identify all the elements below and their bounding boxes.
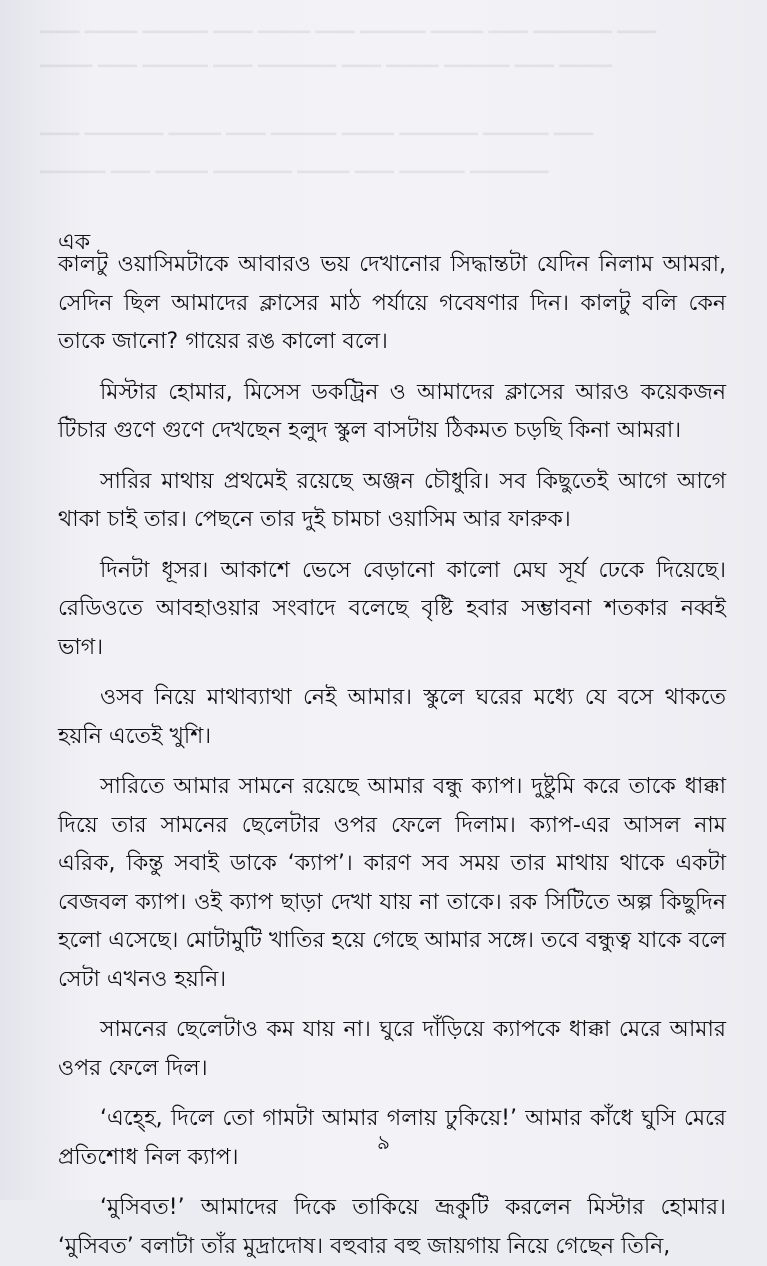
chapter-heading: এক <box>58 230 91 255</box>
paragraph: সামনের ছেলেটাও কম যায় না। ঘুরে দাঁড়িয়ে ক্যাপকে ধাক্কা মেরে আমার ওপর ফেলে দিল। <box>58 1017 726 1081</box>
paragraph: দিনটা ধূসর। আকাশে ভেসে বেড়ানো কালো মেঘ সূর্য ঢেকে দিয়েছে। রেডিওতে আবহাওয়ার সংবাদে বলেছে বৃষ্টি হবার সম্ভাবনা শতকার নব্বই ভাগ। <box>58 557 726 660</box>
paragraph: কালটু ওয়াসিমটাকে আবারও ভয় দেখানোর সিদ্ধান্তটা যেদিন নিলাম আমরা, সেদিন ছিল আমাদের ক্লাসের মাঠ পর্যায়ে গবেষণার দিন। কালটু বলি কেন তাকে জানো? গায়ের রঙ কালো বলে। <box>58 252 726 354</box>
bleed-through-text: ▁▁▁ ▁▁▁▁▁▁ ▁▁▁▁ ▁▁▁ ▁▁▁▁▁ ▁▁▁▁ ▁▁▁▁▁▁ ▁▁▁▁▁ ▁▁▁ <box>40 116 594 136</box>
paragraph: ওসব নিয়ে মাথাব্যাথা নেই আমার। স্কুলে ঘরের মধ্যে যে বসে থাকতে হয়নি এতেই খুশি। <box>58 685 726 749</box>
page-number: ৯ <box>377 1130 390 1154</box>
paragraph: ‘এহ্হে, দিলে তো গামটা আমার গলায় ঢুকিয়ে!’ আমার কাঁধে ঘুসি মেরে প্রতিশোধ নিল ক্যাপ। <box>58 1106 726 1170</box>
bleed-through-text: ▁▁▁ ▁▁▁▁ ▁▁▁▁▁ ▁▁▁ ▁▁▁▁ ▁▁▁ ▁▁▁▁▁ ▁▁▁▁ ▁▁▁ ▁▁▁▁▁▁ ▁▁▁ <box>40 14 657 34</box>
paragraph: সারিতে আমার সামনে রয়েছে আমার বন্ধু ক্যাপ। দুষ্টুমি করে তাকে ধাক্কা দিয়ে তার সামনের ছেলেটার ওপর ফেলে দিলাম। ক্যাপ-এর আসল নাম এরিক, কিন্তু সবাই ডাকে ‘ক্যাপ’। কারণ সব সময় তার মাথায় থাকে একটা বেজবল ক্যাপ। ওই ক্যাপ ছাড়া দেখা যায় না তাকে। রক সিটিতে অল্প কিছুদিন হলো এসেছে। মোটামুটি খাতির হয়ে গেছে আমার সঙ্গে। তবে বন্ধুত্ব যাকে বলে সেটা এখনও হয়নি। <box>58 774 726 992</box>
paragraph: মিস্টার হোমার, মিসেস ডকট্রিন ও আমাদের ক্লাসের আরও কয়েকজন টিচার গুণে গুণে দেখছেন হলুদ স্কুল বাসটায় ঠিকমত চড়ছি কিনা আমরা। <box>58 379 726 443</box>
bleed-through-text: ▁▁▁▁ ▁▁▁ ▁▁▁▁▁ ▁▁▁ ▁▁▁▁▁▁ ▁▁▁ ▁▁▁▁ ▁▁▁▁▁ ▁▁▁ ▁▁▁▁ <box>40 48 612 68</box>
bleed-through-text: ▁▁▁▁▁ ▁▁▁ ▁▁▁▁ ▁▁▁▁▁▁ ▁▁▁▁ ▁▁▁ ▁▁▁▁▁ ▁▁▁▁▁▁ <box>40 154 549 174</box>
paragraph: সারির মাথায় প্রথমেই রয়েছে অঞ্জন চৌধুরি। সব কিছুতেই আগে আগে থাকা চাই তার। পেছনে তার দুই চামচা ওয়াসিম আর ফারুক। <box>58 468 726 532</box>
paragraph: ‘মুসিবত!’ আমাদের দিকে তাকিয়ে ভ্রূকুটি করলেন মিস্টার হোমার। ‘মুসিবত’ বলাটা তাঁর মুদ্রাদোষ। বহুবার বহু জায়গায় নিয়ে গেছেন তিনি, <box>58 1195 726 1259</box>
chapter-body <box>58 246 726 1266</box>
